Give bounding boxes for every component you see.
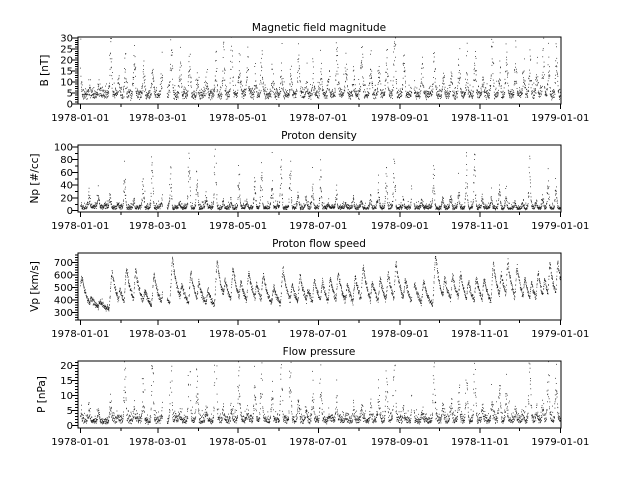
y-axis-label-np: Np [#/cc] — [29, 153, 41, 204]
panel-title-flow-pressure: Flow pressure — [282, 346, 356, 358]
x-tick-label: 1978-07-01 — [289, 329, 348, 340]
x-tick-label: 1979-01-01 — [531, 329, 590, 340]
x-tick-label: 1979-01-01 — [531, 113, 590, 124]
y-tick-label: 500 — [53, 282, 73, 294]
x-tick-label: 1978-05-01 — [209, 221, 268, 232]
panel-title-magnetic-field: Magnetic field magnitude — [251, 22, 387, 34]
y-tick-label: 100 — [53, 142, 73, 154]
x-tick-label: 1978-07-01 — [289, 221, 348, 232]
x-tick-label: 1978-09-01 — [370, 221, 429, 232]
y-axis-label-vp: Vp [km/s] — [29, 261, 41, 312]
y-tick-label: 40 — [60, 180, 73, 192]
x-tick-label: 1979-01-01 — [531, 437, 590, 448]
y-tick-label: 25 — [60, 44, 73, 56]
x-tick-label: 1978-01-01 — [51, 221, 110, 232]
y-tick-label: 0 — [66, 421, 73, 433]
y-tick-label: 0 — [66, 206, 73, 218]
x-tick-label: 1978-11-01 — [451, 329, 510, 340]
y-tick-label: 80 — [60, 155, 73, 167]
x-tick-label: 1978-07-01 — [289, 113, 348, 124]
x-tick-label: 1978-03-01 — [128, 329, 187, 340]
x-tick-label: 1978-11-01 — [451, 113, 510, 124]
x-tick-label: 1978-05-01 — [209, 329, 268, 340]
y-tick-label: 10 — [60, 391, 73, 403]
x-tick-label: 1978-07-01 — [289, 437, 348, 448]
y-tick-label: 30 — [60, 33, 73, 45]
y-tick-label: 20 — [60, 193, 73, 205]
x-tick-label: 1978-11-01 — [451, 437, 510, 448]
x-tick-label: 1979-01-01 — [531, 221, 590, 232]
x-tick-label: 1978-09-01 — [370, 329, 429, 340]
x-tick-label: 1978-09-01 — [370, 437, 429, 448]
y-tick-label: 5 — [66, 406, 73, 418]
x-tick-label: 1978-01-01 — [51, 437, 110, 448]
y-tick-label: 600 — [53, 270, 73, 282]
y-tick-label: 400 — [53, 295, 73, 307]
y-axis-label-b: B [nT] — [39, 54, 51, 87]
x-tick-label: 1978-09-01 — [370, 113, 429, 124]
x-tick-label: 1978-01-01 — [51, 329, 110, 340]
y-tick-label: 20 — [60, 55, 73, 67]
y-tick-label: 5 — [66, 88, 73, 100]
y-tick-label: 700 — [53, 257, 73, 269]
x-tick-label: 1978-05-01 — [209, 113, 268, 124]
y-tick-label: 60 — [60, 167, 73, 179]
y-tick-label: 10 — [60, 77, 73, 89]
x-tick-label: 1978-03-01 — [128, 221, 187, 232]
x-tick-label: 1978-03-01 — [128, 437, 187, 448]
x-tick-label: 1978-03-01 — [128, 113, 187, 124]
x-tick-label: 1978-05-01 — [209, 437, 268, 448]
x-tick-label: 1978-01-01 — [51, 113, 110, 124]
y-tick-label: 15 — [60, 376, 73, 387]
x-tick-label: 1978-11-01 — [451, 221, 510, 232]
y-tick-label: 0 — [66, 99, 73, 111]
y-axis-label-p: P [nPa] — [36, 376, 48, 413]
y-tick-label: 20 — [60, 361, 73, 372]
panel-title-proton-flow-speed: Proton flow speed — [272, 238, 366, 250]
panel-title-proton-density: Proton density — [281, 130, 357, 142]
y-tick-label: 15 — [60, 66, 73, 78]
y-tick-label: 300 — [53, 308, 73, 319]
